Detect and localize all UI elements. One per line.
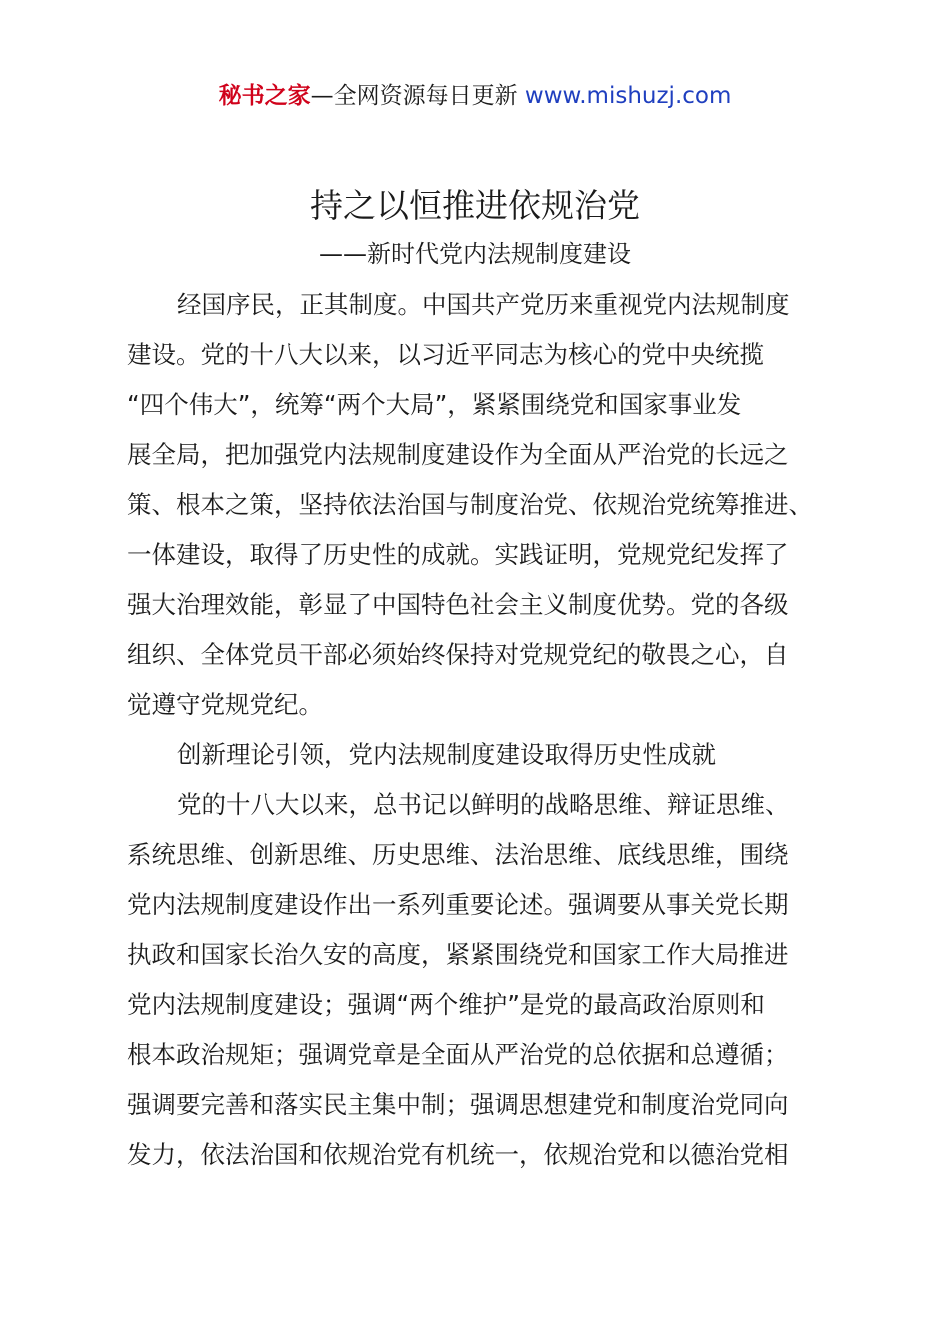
paragraph-1-line-7: 强大治理效能，彰显了中国特色社会主义制度优势。党的各级 <box>127 590 789 619</box>
paragraph-1-line-8: 组织、全体党员干部必须始终保持对党规党纪的敬畏之心，自 <box>127 640 789 669</box>
paragraph-1-line-2: 建设。党的十八大以来，以习近平同志为核心的党中央统揽 <box>127 340 764 369</box>
paragraph-2-line-8: 发力，依法治国和依规治党有机统一，依规治党和以德治党相 <box>127 1140 789 1169</box>
paragraph-2-line-2: 系统思维、创新思维、历史思维、法治思维、底线思维，围绕 <box>127 840 789 869</box>
paragraph-2-line-6: 根本政治规矩；强调党章是全面从严治党的总依据和总遵循； <box>127 1040 789 1069</box>
paragraph-2-line-1: 党的十八大以来，总书记以鲜明的战略思维、辩证思维、 <box>177 790 790 819</box>
paragraph-1-line-4: 展全局，把加强党内法规制度建设作为全面从严治党的长远之 <box>127 440 789 469</box>
document-title: 持之以恒推进依规治党 <box>310 186 640 225</box>
paragraph-2-line-7: 强调要完善和落实民主集中制；强调思想建党和制度治党同向 <box>127 1090 789 1119</box>
paragraph-1-line-3: “四个伟大”，统筹“两个大局”，紧紧围绕党和国家事业发 <box>127 390 742 419</box>
document-subtitle: ——新时代党内法规制度建设 <box>319 240 631 268</box>
site-header <box>0 78 950 114</box>
paragraph-2-line-4: 执政和国家长治久安的高度，紧紧围绕党和国家工作大局推进 <box>127 940 789 969</box>
paragraph-1-line-6: 一体建设，取得了历史性的成就。实践证明，党规党纪发挥了 <box>127 540 789 569</box>
paragraph-1-line-1: 经国序民，正其制度。中国共产党历来重视党内法规制度 <box>177 290 790 319</box>
site-tagline: —全网资源每日更新 <box>310 83 525 109</box>
site-url[interactable]: www.mishuzj.com <box>524 83 732 109</box>
paragraph-1-line-5: 策、根本之策，坚持依法治国与制度治党、依规治党统筹推进、 <box>127 490 813 519</box>
section-heading: 创新理论引领，党内法规制度建设取得历史性成就 <box>177 740 716 769</box>
site-brand: 秘书之家 <box>218 83 311 109</box>
document-body <box>127 280 847 1180</box>
paragraph-2-line-5: 党内法规制度建设；强调“两个维护”是党的最高政治原则和 <box>127 990 765 1019</box>
paragraph-2-line-3: 党内法规制度建设作出一系列重要论述。强调要从事关党长期 <box>127 890 789 919</box>
paragraph-1-line-9: 觉遵守党规党纪。 <box>127 690 323 719</box>
